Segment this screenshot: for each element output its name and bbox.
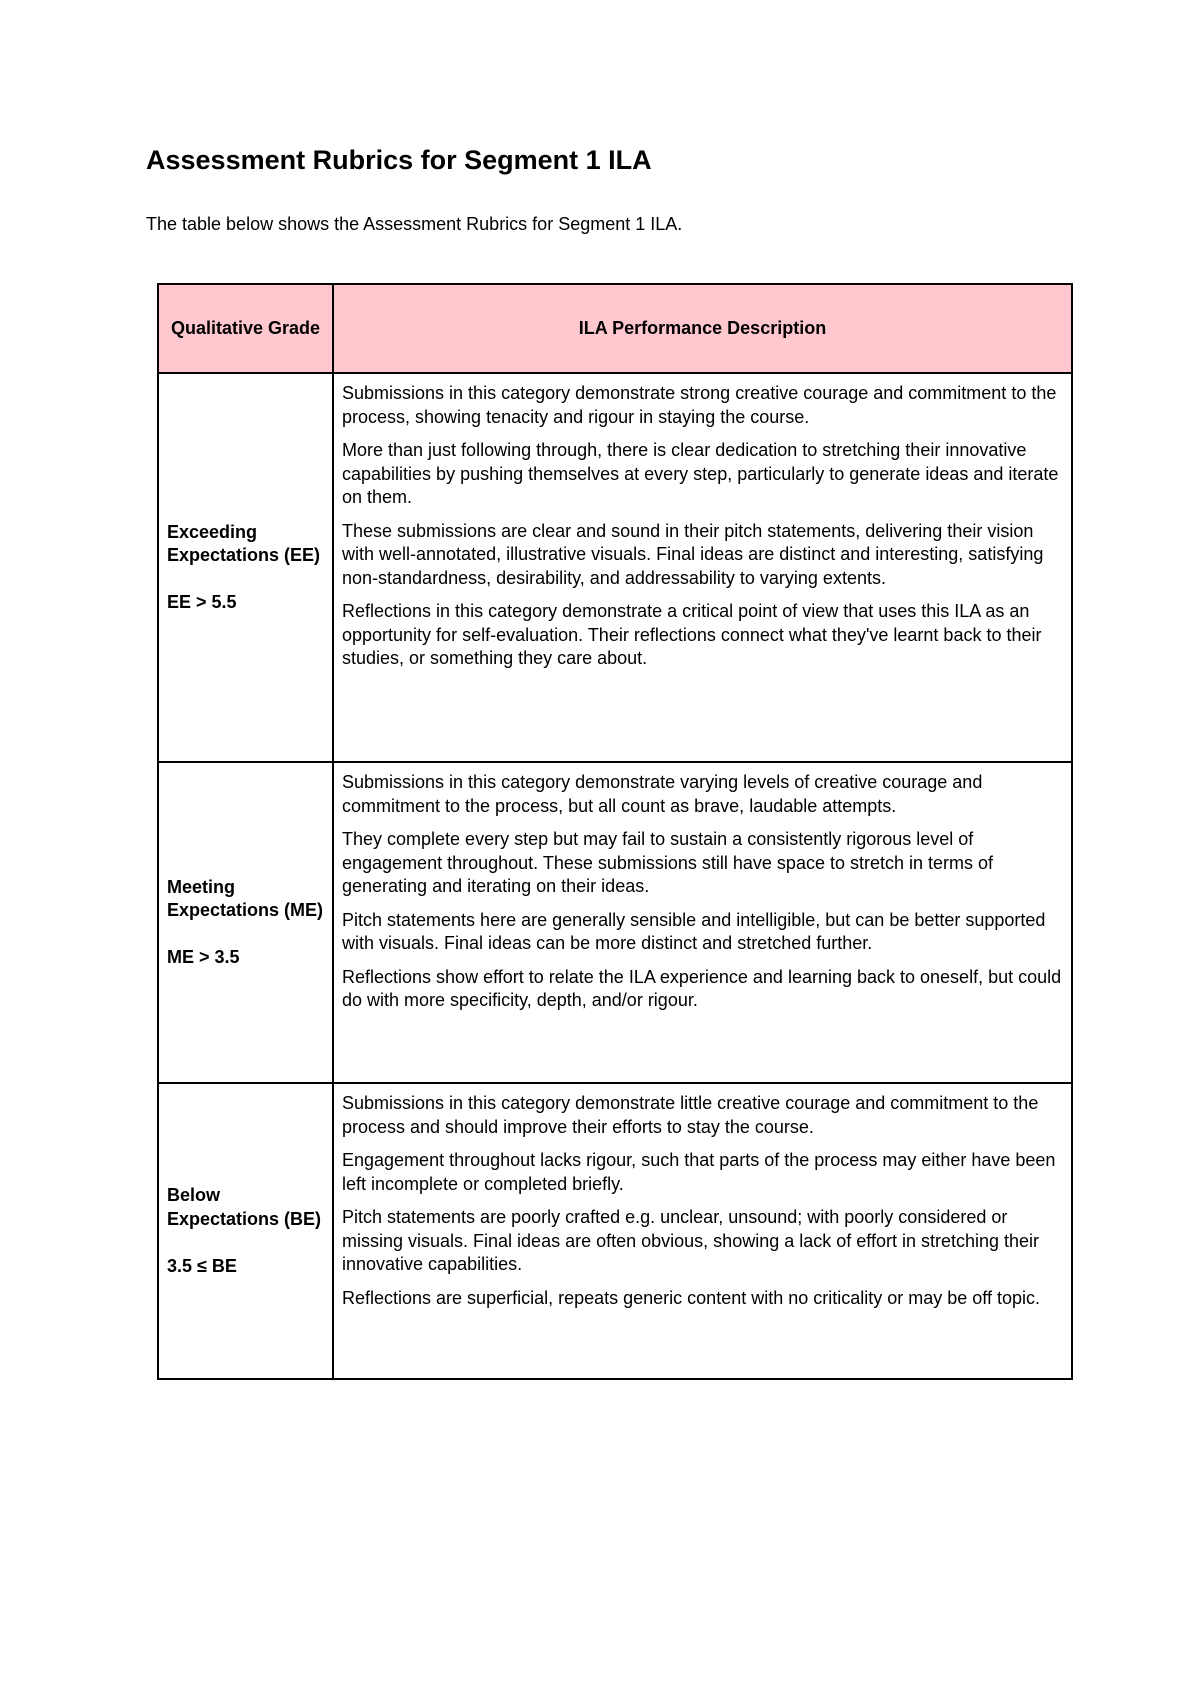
table-row-exceeding-expectations xyxy=(158,373,1072,762)
table-row-below-expectations xyxy=(158,1083,1072,1379)
description-paragraph: They complete every step but may fail to sustain a consistently rigorous level of engagement throughout. These submissions still have space to stretch in terms of generating and iterating on their ideas. xyxy=(342,829,994,896)
description-paragraph: Submissions in this category demonstrate varying levels of creative courage and commitment to the process, but all count as brave, laudable attempts. xyxy=(342,772,983,816)
header-qualitative-grade: Qualitative Grade xyxy=(158,284,333,373)
description-paragraph: Reflections show effort to relate the ILA experience and learning back to oneself, but could do with more specificity, depth, and/or rigour. xyxy=(342,966,1062,1010)
description-cell xyxy=(333,1083,1072,1379)
grade-cell xyxy=(158,373,333,762)
description-paragraph: More than just following through, there is clear dedication to stretching their innovative capabilities by pushing themselves at every step, particularly to generate ideas and iterate on them. xyxy=(342,440,1059,507)
description-paragraph: Pitch statements here are generally sensible and intelligible, but can be better supported with visuals. Final ideas can be more distinct and stretched further. xyxy=(342,909,1046,953)
grade-label: Below Expectations (BE) xyxy=(167,1185,322,1229)
description-paragraph: Submissions in this category demonstrate strong creative courage and commitment to the process, showing tenacity and rigour in staying the course. xyxy=(342,383,1057,427)
header-performance-description: ILA Performance Description xyxy=(333,284,1072,373)
grade-cell xyxy=(158,1083,333,1379)
description-paragraph: Engagement throughout lacks rigour, such that parts of the process may either have been left incomplete or completed briefly. xyxy=(342,1150,1056,1194)
grade-range: EE > 5.5 xyxy=(167,592,237,612)
rubric-table-header xyxy=(158,284,1072,373)
table-row-meeting-expectations xyxy=(158,762,1072,1083)
grade-cell xyxy=(158,762,333,1083)
grade-range: ME > 3.5 xyxy=(167,947,240,967)
description-paragraph: Submissions in this category demonstrate little creative courage and commitment to the process and should improve their efforts to stay the course. xyxy=(342,1093,1039,1137)
description-paragraph: Reflections are superficial, repeats generic content with no criticality or may be off topic. xyxy=(342,1287,1041,1308)
page-title: Assessment Rubrics for Segment 1 ILA xyxy=(146,145,652,175)
description-paragraph: Pitch statements are poorly crafted e.g. unclear, unsound; with poorly considered or missing visuals. Final ideas are often obvious, showing a lack of effort in stretching their innovative capabilities. xyxy=(342,1207,1040,1274)
rubric-table xyxy=(157,283,1073,1380)
header-row xyxy=(158,284,1072,373)
grade-label: Meeting Expectations (ME) xyxy=(167,876,324,920)
grade-range: 3.5 ≤ BE xyxy=(167,1255,237,1276)
intro-text: The table below shows the Assessment Rubrics for Segment 1 ILA. xyxy=(146,214,683,234)
description-cell xyxy=(333,373,1072,762)
description-paragraph: Reflections in this category demonstrate a critical point of view that uses this ILA as an opportunity for self-evaluation. Their reflections connect what they've learnt back to their studies, or something they care about. xyxy=(342,601,1042,668)
description-cell xyxy=(333,762,1072,1083)
grade-label: Exceeding Expectations (EE) xyxy=(167,521,321,565)
description-paragraph: These submissions are clear and sound in their pitch statements, delivering their vision with well-annotated, illustrative visuals. Final ideas are distinct and interesting, satisfying non-standardness, desirability, and addressability to varying extents. xyxy=(342,520,1044,588)
